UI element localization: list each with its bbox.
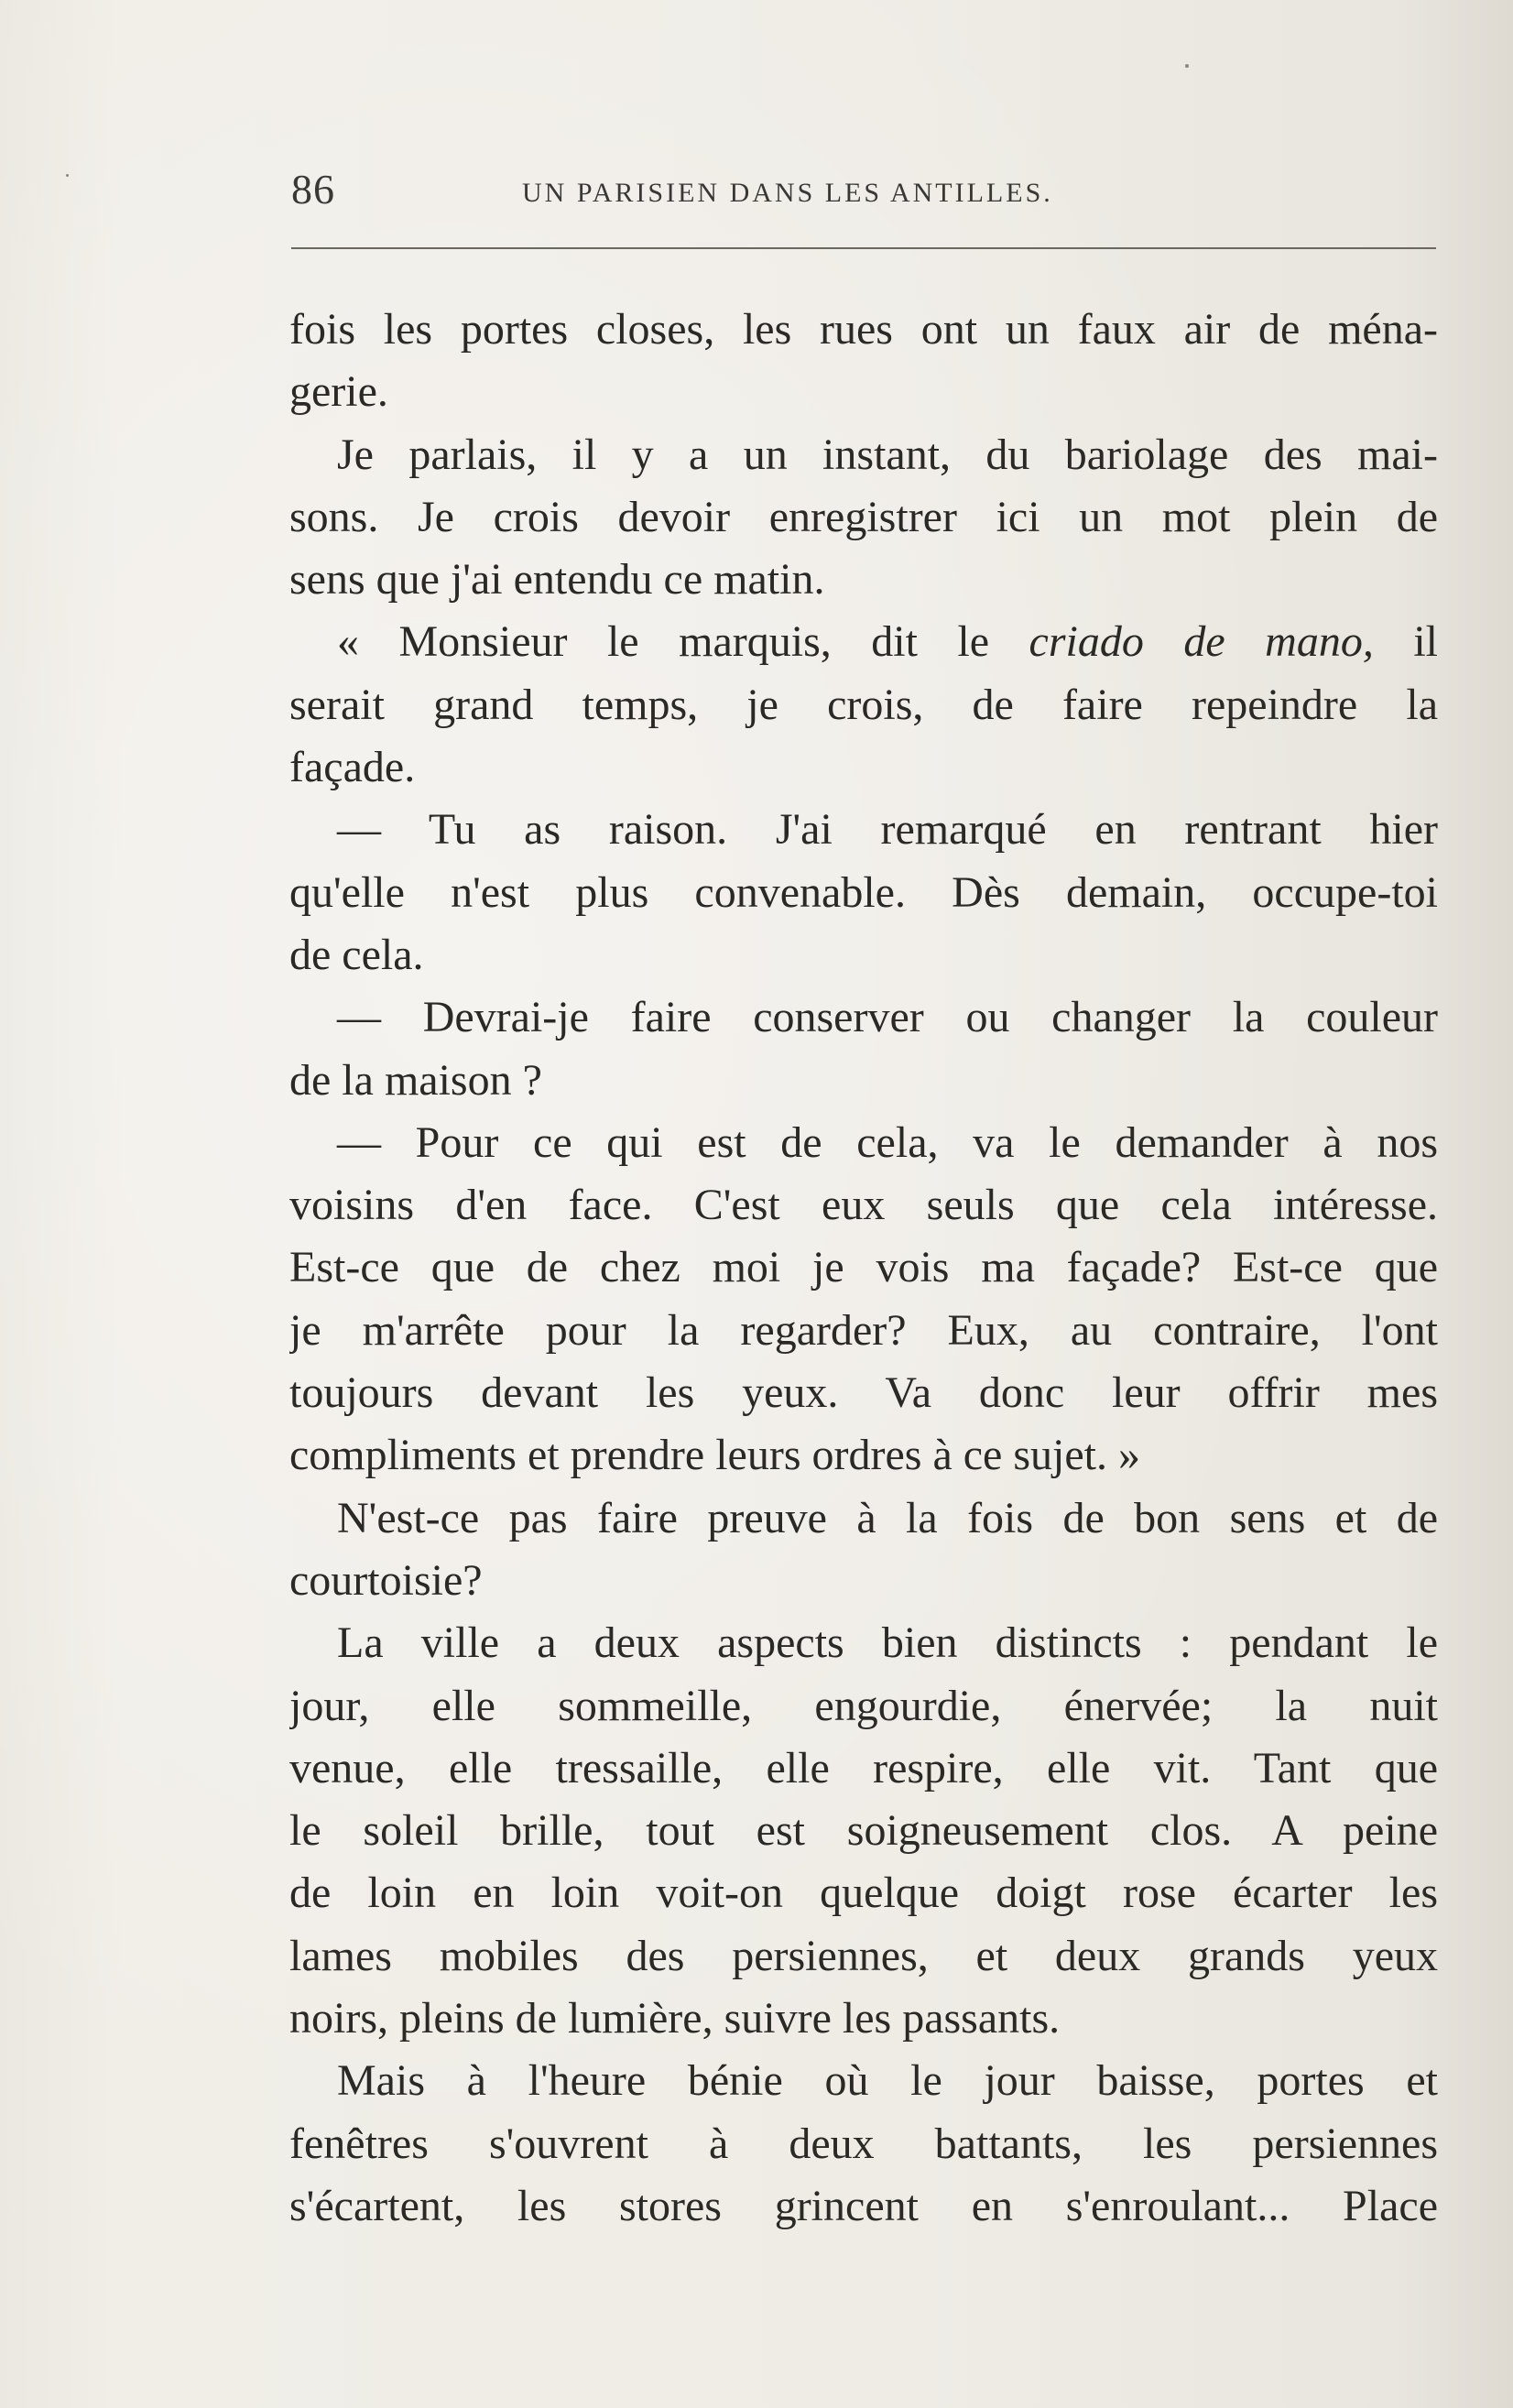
text-line: je m'arrête pour la regarder? Eux, au contraire, l'ont: [289, 1305, 1438, 1355]
text-line: compliments et prendre leurs ordres à ce sujet. »: [289, 1431, 1141, 1480]
text-line: de la maison ?: [289, 1055, 542, 1105]
text-line: — Tu as raison. J'ai remarqué en rentrant hier: [337, 805, 1438, 855]
text-line: serait grand temps, je crois, de faire repeindre la: [289, 680, 1438, 729]
text-line: Je parlais, il y a un instant, du bariolage des mai-: [337, 430, 1438, 479]
running-title: UN PARISIEN DANS LES ANTILLES.: [522, 178, 1053, 208]
text-line: gerie.: [289, 367, 388, 417]
text-segment: il: [1373, 617, 1438, 667]
text-line: de loin en loin voit-on quelque doigt rose écarter les: [289, 1869, 1438, 1918]
text-line: s'écartent, les stores grincent en s'enroulant... Place: [289, 2181, 1438, 2230]
text-line: qu'elle n'est plus convenable. Dès demain, occupe-toi: [289, 867, 1438, 917]
italic-phrase: criado de mano,: [1029, 617, 1374, 667]
text-line: [289, 611, 1438, 673]
text-line: noirs, pleins de lumière, suivre les passants.: [289, 1994, 1061, 2043]
text-line: le soleil brille, tout est soigneusement clos. A peine: [289, 1806, 1438, 1856]
text-line: fenêtres s'ouvrent à deux battants, les persiennes: [289, 2119, 1438, 2168]
text-line: N'est-ce pas faire preuve à la fois de bon sens et de: [337, 1493, 1438, 1542]
header-rule: [291, 247, 1436, 249]
text-line: Mais à l'heure bénie où le jour baisse, portes et: [337, 2056, 1438, 2106]
page-header: [291, 165, 1436, 220]
text-line: lames mobiles des persiennes, et deux grands yeux: [289, 1931, 1438, 1980]
page-number: 86: [291, 166, 335, 212]
paper-speck: [66, 174, 69, 177]
paper-speck: [1185, 64, 1189, 68]
text-line: venue, elle tressaille, elle respire, elle vit. Tant que: [289, 1743, 1438, 1792]
text-line: — Devrai-je faire conserver ou changer la couleur: [337, 993, 1438, 1042]
text-line: jour, elle sommeille, engourdie, énervée; la nuit: [289, 1681, 1438, 1730]
text-line: fois les portes closes, les rues ont un faux air de ména-: [289, 305, 1438, 354]
text-line: sons. Je crois devoir enregistrer ici un mot plein de: [289, 492, 1438, 541]
text-line: façade.: [289, 743, 416, 792]
text-line: de cela.: [289, 930, 424, 979]
text-line: sens que j'ai entendu ce matin.: [289, 555, 825, 605]
text-line: voisins d'en face. C'est eux seuls que cela intéresse.: [289, 1181, 1438, 1230]
text-line: La ville a deux aspects bien distincts : pendant le: [337, 1618, 1438, 1668]
text-line: Est-ce que de chez moi je vois ma façade? Est-ce que: [289, 1243, 1438, 1292]
text-segment: « Monsieur le marquis, dit le: [337, 617, 1029, 667]
body-text: [289, 299, 1438, 2238]
text-line: courtoisie?: [289, 1555, 483, 1605]
text-line: — Pour ce qui est de cela, va le demander à nos: [337, 1117, 1438, 1167]
text-line: toujours devant les yeux. Va donc leur offrir mes: [289, 1368, 1438, 1418]
